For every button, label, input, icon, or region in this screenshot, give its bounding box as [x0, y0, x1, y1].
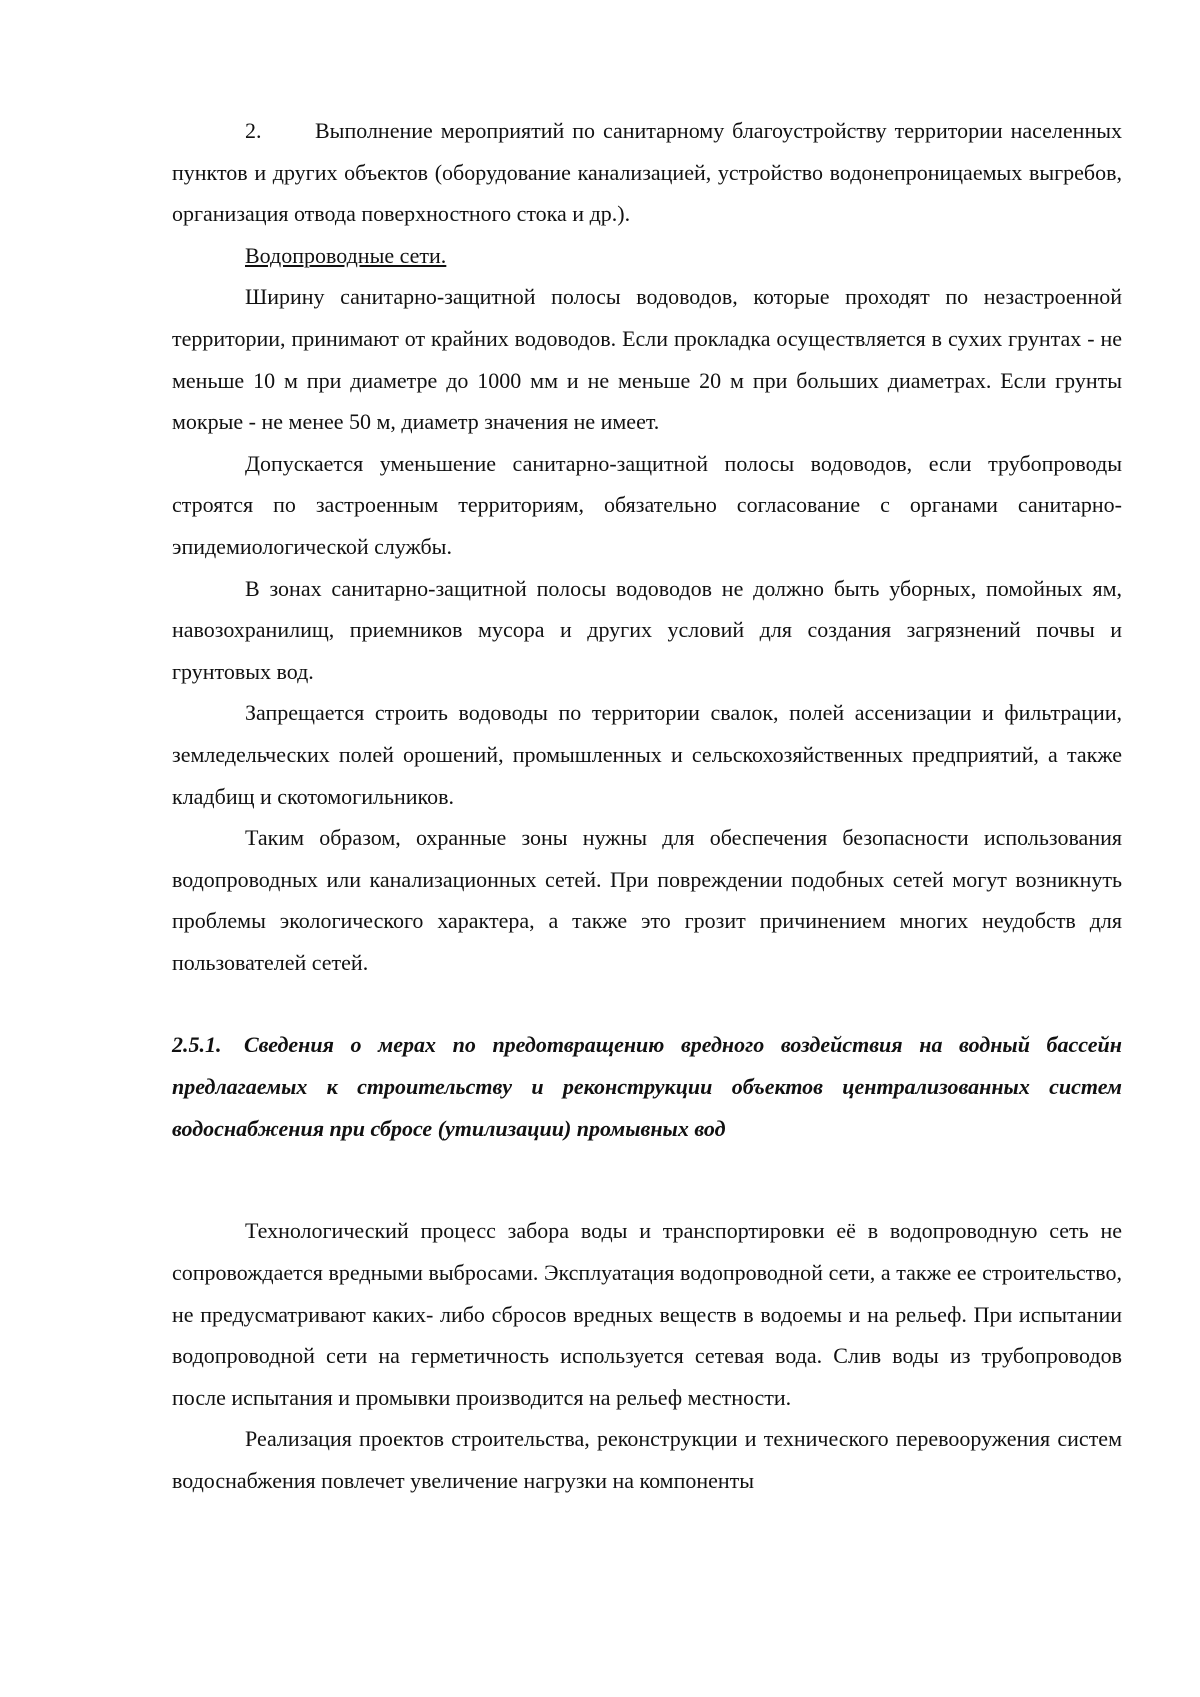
list-item-2 — [172, 110, 1122, 235]
subheading-text: Водопроводные сети. — [245, 242, 447, 268]
list-item-text: Выполнение мероприятий по санитарному благоустройству территории населенных пунктов и других объектов (оборудование канализацией, устройство водонепроницаемых выгребов, организация отвода поверхностного стока и др.). — [172, 118, 1122, 227]
paragraph: Допускается уменьшение санитарно-защитной полосы водоводов, если трубопроводы строятся по застроенным территориям, обязательно согласование с органами санитарно-эпидемиологической службы. — [172, 450, 1122, 559]
paragraph: Запрещается строить водоводы по территории свалок, полей ассенизации и фильтрации, земледельческих полей орошений, промышленных и сельскохозяйственных предприятий, а также кладбищ и скотомогильников. — [172, 700, 1122, 809]
paragraph: Реализация проектов строительства, реконструкции и технического перевооружения систем водоснабжения повлечет увеличение нагрузки на компоненты — [172, 1426, 1122, 1494]
section-title: Сведения о мерах по предотвращению вредного воздействия на водный бассейн предлагаемых к строительству и реконструкции объектов централизованных систем водоснабжения при сбросе (утилизации) промывных вод — [172, 1032, 1122, 1142]
paragraph: Технологический процесс забора воды и транспортировки её в водопроводную сеть не сопровождается вредными выбросами. Эксплуатация водопроводной сети, а также ее строительство, не предусматривают каких- либо сбросов вредных веществ в водоемы и на рельеф. При испытании водопроводной сети на герметичность используется сетевая вода. Слив воды из трубопроводов после испытания и промывки производится на рельеф местности. — [172, 1218, 1122, 1410]
document-page — [172, 110, 1122, 1502]
paragraph: Таким образом, охранные зоны нужны для обеспечения безопасности использования водопроводных или канализационных сетей. При повреждении подобных сетей могут возникнуть проблемы экологического характера, а также это грозит причинением многих неудобств для пользователей сетей. — [172, 825, 1122, 975]
subheading-water-networks — [172, 235, 1122, 277]
list-item-number: 2. — [245, 118, 262, 143]
section-heading — [172, 1024, 1122, 1150]
section-number: 2.5.1. — [172, 1032, 222, 1058]
paragraph: В зонах санитарно-защитной полосы водоводов не должно быть уборных, помойных ям, навозохранилищ, приемников мусора и других условий для создания загрязнений почвы и грунтовых вод. — [172, 575, 1122, 684]
paragraph: Ширину санитарно-защитной полосы водоводов, которые проходят по незастроенной территории, принимают от крайних водоводов. Если прокладка осуществляется в сухих грунтах - не меньше 10 м при диаметре до 1000 мм и не меньше 20 м при больших диаметрах. Если грунты мокрые - не менее 50 м, диаметр значения не имеет. — [172, 284, 1122, 435]
